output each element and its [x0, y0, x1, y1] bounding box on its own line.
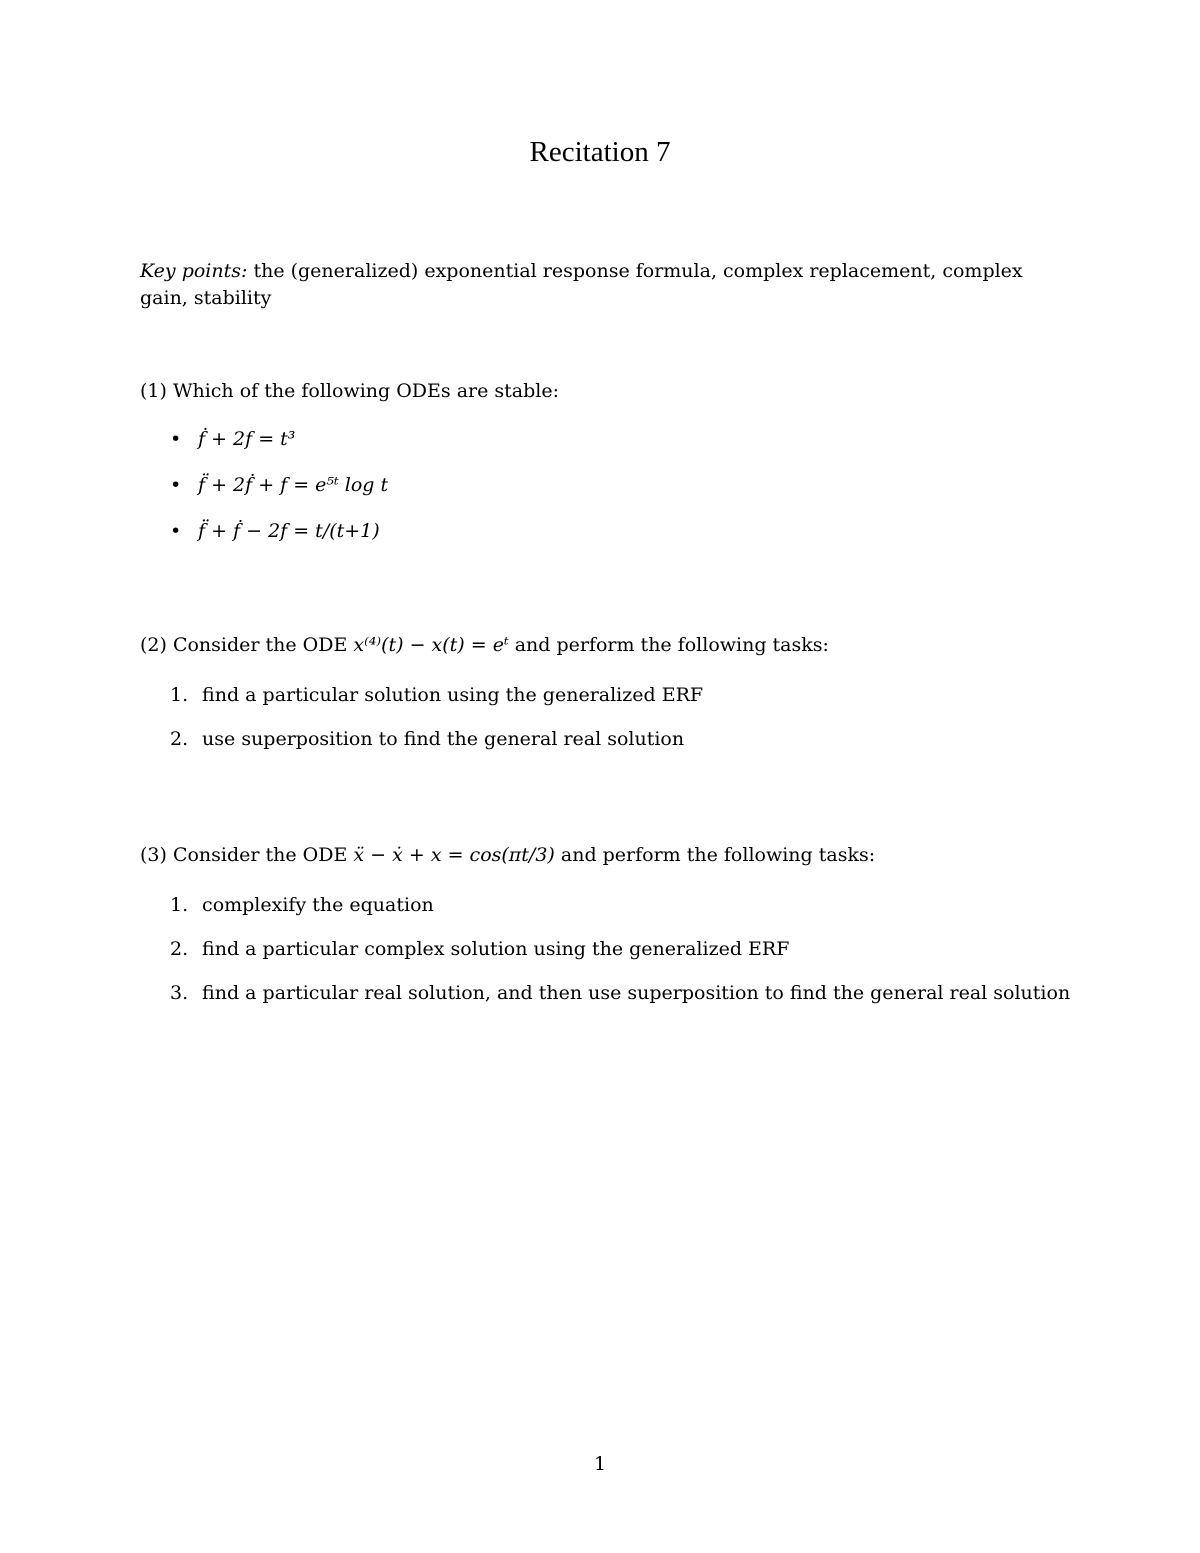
q3-prompt-after: and perform the following tasks: — [560, 844, 876, 866]
task-text: find a particular solution using the generalized ERF — [202, 684, 704, 706]
q3-task — [170, 980, 1070, 1007]
q2-prompt — [140, 632, 829, 659]
page-title: Recitation 7 — [529, 136, 671, 168]
q1-equation-3: f̈ + ḟ − 2f = t/(t+1) — [198, 520, 380, 542]
task-number: 1. — [170, 684, 189, 706]
task-number: 1. — [170, 894, 189, 916]
q1-item — [170, 518, 380, 545]
q3-task — [170, 892, 434, 919]
key-points-text: the (generalized) exponential response formula, complex replacement, complex gain, stability — [140, 260, 1023, 309]
task-number: 3. — [170, 982, 189, 1004]
bullet-icon: • — [170, 474, 182, 496]
task-number: 2. — [170, 728, 189, 750]
task-text: find a particular real solution, and then use superposition to find the general real solution — [202, 982, 1071, 1004]
q1-item — [170, 472, 388, 499]
q3-prompt-before: (3) Consider the ODE — [140, 844, 348, 866]
q2-equation: x⁽⁴⁾(t) − x(t) = eᵗ — [353, 634, 509, 656]
page-number: 1 — [593, 1453, 607, 1475]
q1-equation-1: ḟ + 2f = t³ — [198, 428, 296, 450]
q3-task — [170, 936, 789, 963]
q2-prompt-before: (2) Consider the ODE — [140, 634, 348, 656]
key-points-label: Key points: — [140, 260, 248, 282]
task-text: use superposition to find the general real solution — [202, 728, 685, 750]
task-text: find a particular complex solution using the generalized ERF — [202, 938, 790, 960]
q1-item — [170, 426, 295, 453]
q1-prompt: (1) Which of the following ODEs are stable: — [140, 380, 559, 402]
bullet-icon: • — [170, 428, 182, 450]
q3-prompt — [140, 842, 875, 869]
q2-task — [170, 726, 684, 753]
q1-equation-2: f̈ + 2ḟ + f = e⁵ᵗ log t — [198, 474, 389, 496]
q3-equation: ẍ − ẋ + x = cos(πt/3) — [353, 844, 555, 866]
key-points — [140, 258, 1065, 312]
task-number: 2. — [170, 938, 189, 960]
task-text: complexify the equation — [202, 894, 434, 916]
q2-task — [170, 682, 703, 709]
q2-prompt-after: and perform the following tasks: — [514, 634, 829, 656]
bullet-icon: • — [170, 520, 182, 542]
